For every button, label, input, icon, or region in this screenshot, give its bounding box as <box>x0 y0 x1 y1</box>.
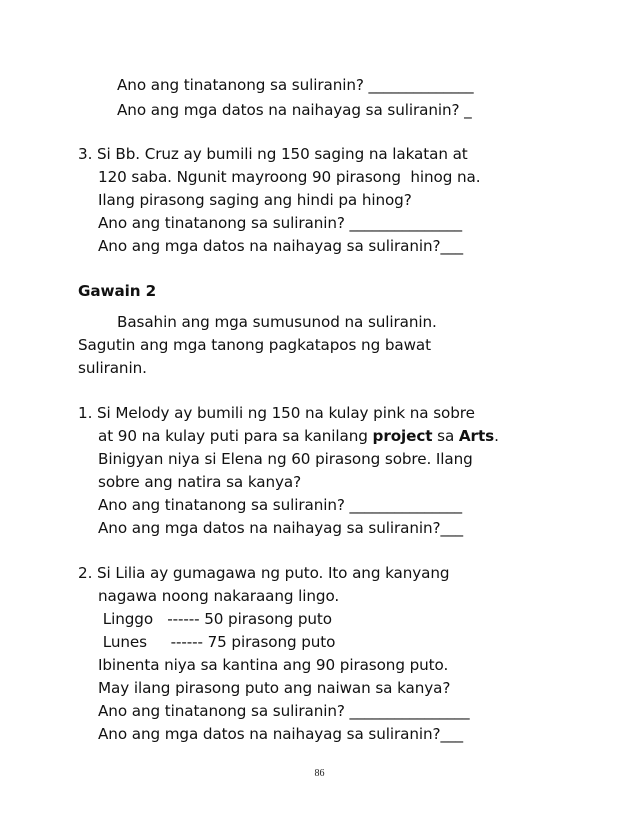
problem-1-text: sa <box>432 427 459 445</box>
problem-1-data-line: Ano ang mga datos na naihayag sa suliranin?___ <box>98 519 463 537</box>
problem-2-linggo-row: Linggo ------ 50 pirasong puto <box>98 610 332 628</box>
problem-2-line-5: Ibinenta niya sa kantina ang 90 pirasong puto. <box>98 656 449 674</box>
bold-arts: Arts <box>458 427 495 445</box>
problem-1-text: . <box>494 427 499 445</box>
question-asked-line: Ano ang tinatanong sa suliranin? ______________ <box>117 76 474 94</box>
item-3-line-3: Ilang pirasong saging ang hindi pa hinog? <box>98 191 412 209</box>
item-3-line-2: 120 saba. Ngunit mayroong 90 pirasong hinog na. <box>98 168 481 186</box>
page-number: 86 <box>314 768 325 779</box>
instruction-line-3: suliranin. <box>78 359 147 377</box>
problem-2-question-line: Ano ang tinatanong sa suliranin? ________________ <box>98 702 470 720</box>
problem-2-line-2: nagawa noong nakaraang lingo. <box>98 587 340 605</box>
item-3-question-line: Ano ang tinatanong sa suliranin? _______________ <box>98 214 462 232</box>
problem-1-line-2 <box>98 427 499 445</box>
data-given-line: Ano ang mga datos na naihayag sa suliranin? _ <box>117 101 472 119</box>
problem-2-data-line: Ano ang mga datos na naihayag sa suliranin?___ <box>98 725 463 743</box>
problem-2-lunes-row: Lunes ------ 75 pirasong puto <box>98 633 336 651</box>
instruction-line-2: Sagutin ang mga tanong pagkatapos ng bawat <box>78 336 431 354</box>
problem-2-line-6: May ilang pirasong puto ang naiwan sa kanya? <box>98 679 451 697</box>
section-heading: Gawain 2 <box>78 282 157 300</box>
instruction-line-1: Basahin ang mga sumusunod na suliranin. <box>117 313 437 331</box>
problem-1-line-1: 1. Si Melody ay bumili ng 150 na kulay pink na sobre <box>78 404 475 422</box>
problem-1-question-line: Ano ang tinatanong sa suliranin? _______________ <box>98 496 462 514</box>
item-3-line-1: 3. Si Bb. Cruz ay bumili ng 150 saging na lakatan at <box>78 145 468 163</box>
bold-project: project <box>372 427 433 445</box>
problem-1-line-4: sobre ang natira sa kanya? <box>98 473 302 491</box>
problem-2-line-1: 2. Si Lilia ay gumagawa ng puto. Ito ang kanyang <box>78 564 450 582</box>
item-3-data-line: Ano ang mga datos na naihayag sa suliranin?___ <box>98 237 463 255</box>
problem-1-line-3: Binigyan niya si Elena ng 60 pirasong sobre. Ilang <box>98 450 473 468</box>
problem-1-text: at 90 na kulay puti para sa kanilang <box>98 427 373 445</box>
